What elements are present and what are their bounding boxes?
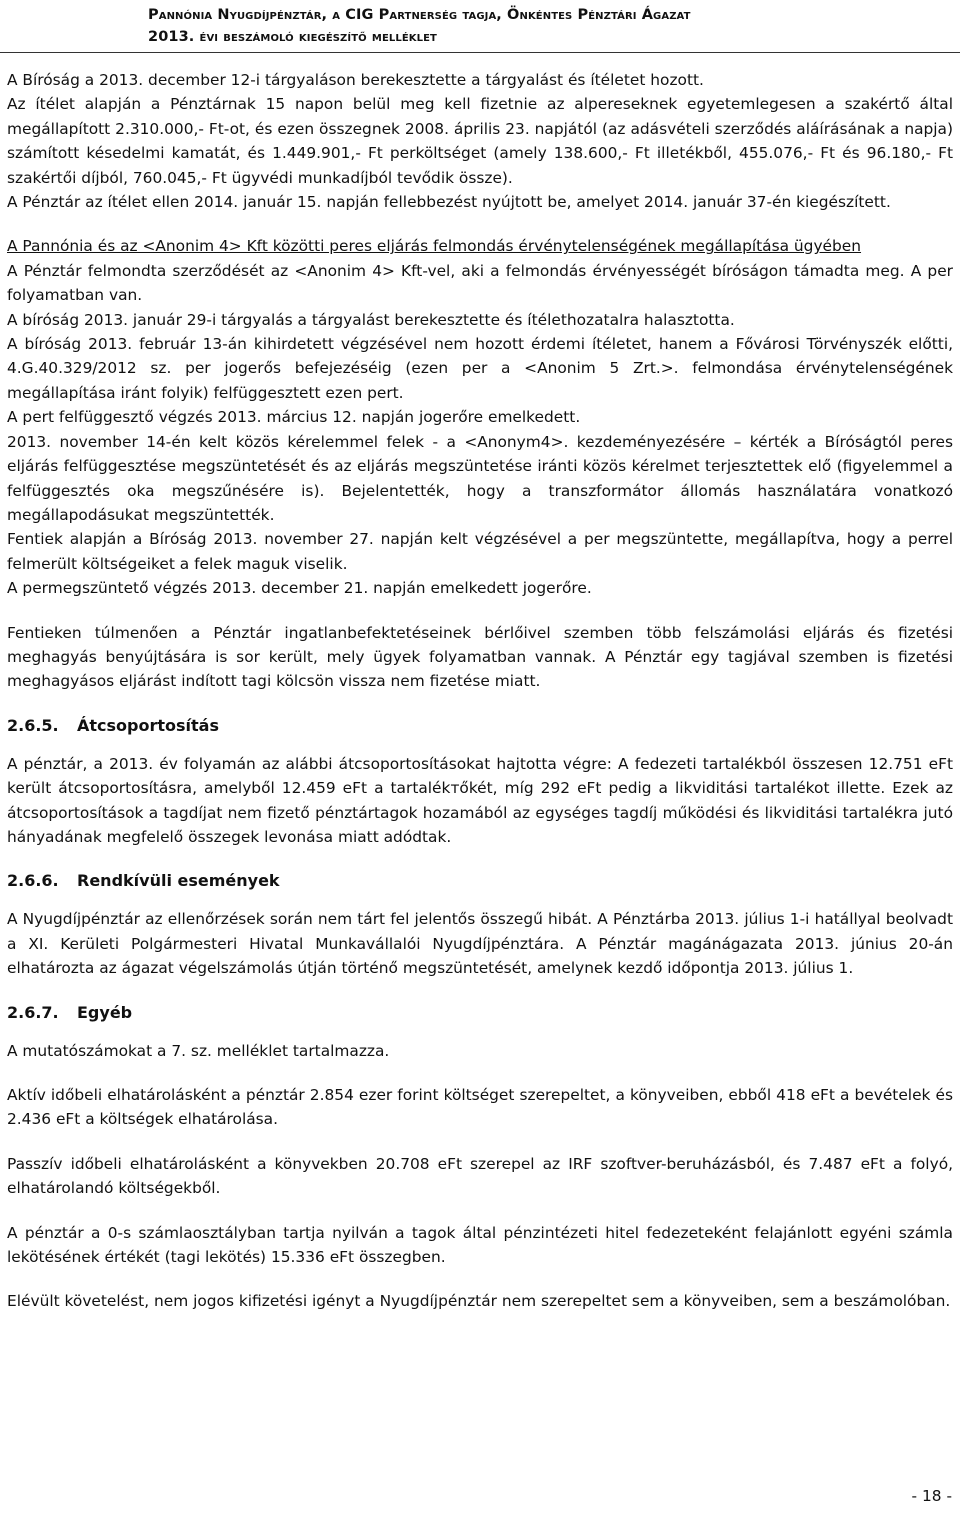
spacer — [7, 694, 953, 714]
spacer — [7, 738, 953, 752]
paragraph: A mutatószámokat a 7. sz. melléklet tartalmazza. — [7, 1041, 390, 1060]
header-divider — [0, 52, 960, 53]
spacer — [7, 893, 953, 907]
page-header — [148, 4, 952, 48]
paragraph: A permegszüntető végzés 2013. december 21. napján emelkedett jogerőre. — [7, 579, 592, 598]
paragraph: A Pénztár az ítélet ellen 2014. január 15. napján fellebbezést nyújtott be, amelyet 2014. január 37-én kiegészített. — [7, 193, 891, 212]
paragraph: A bíróság 2013. február 13-án kihirdetett végzésével nem hozott érdemi ítéletet, hanem a Fővárosi Törvényszék előtti, 4.G.40.329/2012 sz. per jogerős befejezéséig (ezen per a <Anonim 5 Zrt.>. felmondása érvénytelenségének megállapítása iránt folyik) felfüggesztett ezen pert. — [7, 335, 953, 402]
document-body — [7, 68, 953, 1314]
paragraph: 2013. november 14-én kelt közös kérelemmel felek - a <Anonym4>. kezdeményezésére – kérték a Bíróságtól peres eljárás felfüggesztése megszüntetését és az eljárás megszüntetése iránti közös kérelmet terjesztettek elő (figyelemmel a felfüggesztés oka megszűnésére is). Bejelentették, hogy a transzformátor állomás használatára vonatkozó megállapodásukat megszüntették. — [7, 432, 953, 524]
spacer — [7, 981, 953, 1001]
paragraph: A pénztár a 0-s számlaosztályban tartja nyilván a tagok által pénzintézeti hitel fedezeteként felajánlott egyéni számla lekötésének értékét (tagi lekötés) 15.336 eFt összegben. — [7, 1223, 953, 1267]
page-number: - 18 - — [911, 1487, 952, 1505]
section-heading-rendkivuli-esemenyek — [7, 869, 953, 893]
paragraph: A pénztár, a 2013. év folyamán az alábbi átcsoportosításokat hajtotta végre: A fedezeti tartalékból összesen 12.751 eFt került átcsoportosításra, amelyből 12.459 eFt a tartalékтőkét, míg 292 eFt pedig a likviditási tartalékot illette. Ezek az átcsoportosítások a tagdíjat nem fizető pénztártagok hozamából az egységes tagdíj működési és likviditási tartalékra jutó hányadának megfelelő összegek levonása miatt adódtak. — [7, 754, 953, 846]
spacer — [7, 1201, 953, 1221]
paragraph: Fentiek alapján a Bíróság 2013. november 27. napján kelt végzésével a per megszüntette, megállapítva, hogy a perrel felmerült költségeiket a felek maguk viselik. — [7, 530, 953, 573]
section-title: Egyéb — [77, 1002, 133, 1022]
paragraph: A Nyugdíjpénztár az ellenőrzések során nem tárt fel jelentős összegű hibát. A Pénztárba 2013. július 1-i hatállyal beolvadt a XI. Kerületi Polgármesteri Hivatal Munkavállalói Nyugdíjpénztára. A Pénztár magánágazata 2013. június 20-án elhatározta az ágazat végelszámolás útján történő megszüntetését, amelynek kezdő időpontja 2013. július 1. — [7, 910, 953, 978]
section-title: Átcsoportosítás — [77, 715, 219, 735]
section-number: 2.6.5. — [7, 715, 59, 735]
spacer — [7, 1269, 953, 1289]
section-number: 2.6.7. — [7, 1002, 59, 1022]
spacer — [7, 601, 953, 621]
paragraph: Elévült követelést, nem jogos kifizetési igényt a Nyugdíjpénztár nem szerepeltet sem a könyveiben, sem a beszámolóban. — [7, 1292, 951, 1311]
section-heading-egyeb — [7, 1001, 953, 1025]
case-title: A Pannónia és az <Anonim 4> Kft közötti peres eljárás felmondás érvénytelenségének megállapítása ügyében — [7, 237, 862, 256]
spacer — [7, 1063, 953, 1083]
paragraph: Passzív időbeli elhatárolásként a könyvekben 20.708 eFt szerepel az IRF szoftver-beruházásból, és 7.487 eFt a folyó, elhatárolandó költségekből. — [7, 1154, 953, 1198]
paragraph: Aktív időbeli elhatárolásként a pénztár 2.854 ezer forint költséget szerepeltet, a könyveiben, ebből 418 eFt a bevételek és 2.436 eFt a költségek elhatárolása. — [7, 1086, 953, 1129]
section-title: Rendkívüli események — [77, 871, 280, 891]
header-title-line: Pannónia Nyugdíjpénztár, a CIG Partnerség tagja, Önkéntes Pénztári Ágazat — [148, 7, 691, 23]
section-number: 2.6.6. — [7, 871, 59, 891]
paragraph: Fentieken túlmenően a Pénztár ingatlanbefektetéseinek bérlőivel szemben több felszámolási eljárás és fizetési meghagyás benyújtására is sor került, mely ügyek folyamatban vannak. A Pénztár egy tagjával szemben is fizetési meghagyásos eljárást indított tagi kölcsön vissza nem fizetése miatt. — [7, 623, 953, 691]
section-heading-atcsoportositas — [7, 714, 953, 738]
paragraph: A bíróság 2013. január 29-i tárgyalás a tárgyalást berekesztette és ítélethozatalra halasztotta. — [7, 310, 735, 329]
spacer — [7, 1025, 953, 1039]
paragraph: A pert felfüggesztő végzés 2013. március 12. napján jogerőre emelkedett. — [7, 408, 581, 427]
paragraph: A Pénztár felmondta szerződését az <Anonim 4> Kft-vel, aki a felmondás érvényességét bíróságon támadta meg. A per folyamatban van. — [7, 261, 953, 305]
paragraph: Az ítélet alapján a Pénztárnak 15 napon belül meg kell fizetnie az alpereseknek egyetemlegesen a szakértő által megállapított 2.310.000,- Ft-ot, és ezen összegnek 2008. április 23. napjától (az adásvételi szerződés aláírásának a napja) számított késedelmi kamatát, és 1.449.901,- Ft perköltséget (amely 138.600,- Ft illetékből, 455.076,- Ft és 96.180,- Ft szakértői díjból, 760.045,- Ft ügyvédi munkadíjból tevődik össze). — [7, 95, 953, 187]
spacer — [7, 214, 953, 234]
header-subtitle-line: 2013. évi beszámoló kiegészítő melléklet — [148, 29, 437, 45]
paragraph: A Bíróság a 2013. december 12-i tárgyaláson berekesztette a tárgyalást és ítéletet hozott. — [7, 71, 704, 89]
spacer — [7, 849, 953, 869]
spacer — [7, 1132, 953, 1152]
